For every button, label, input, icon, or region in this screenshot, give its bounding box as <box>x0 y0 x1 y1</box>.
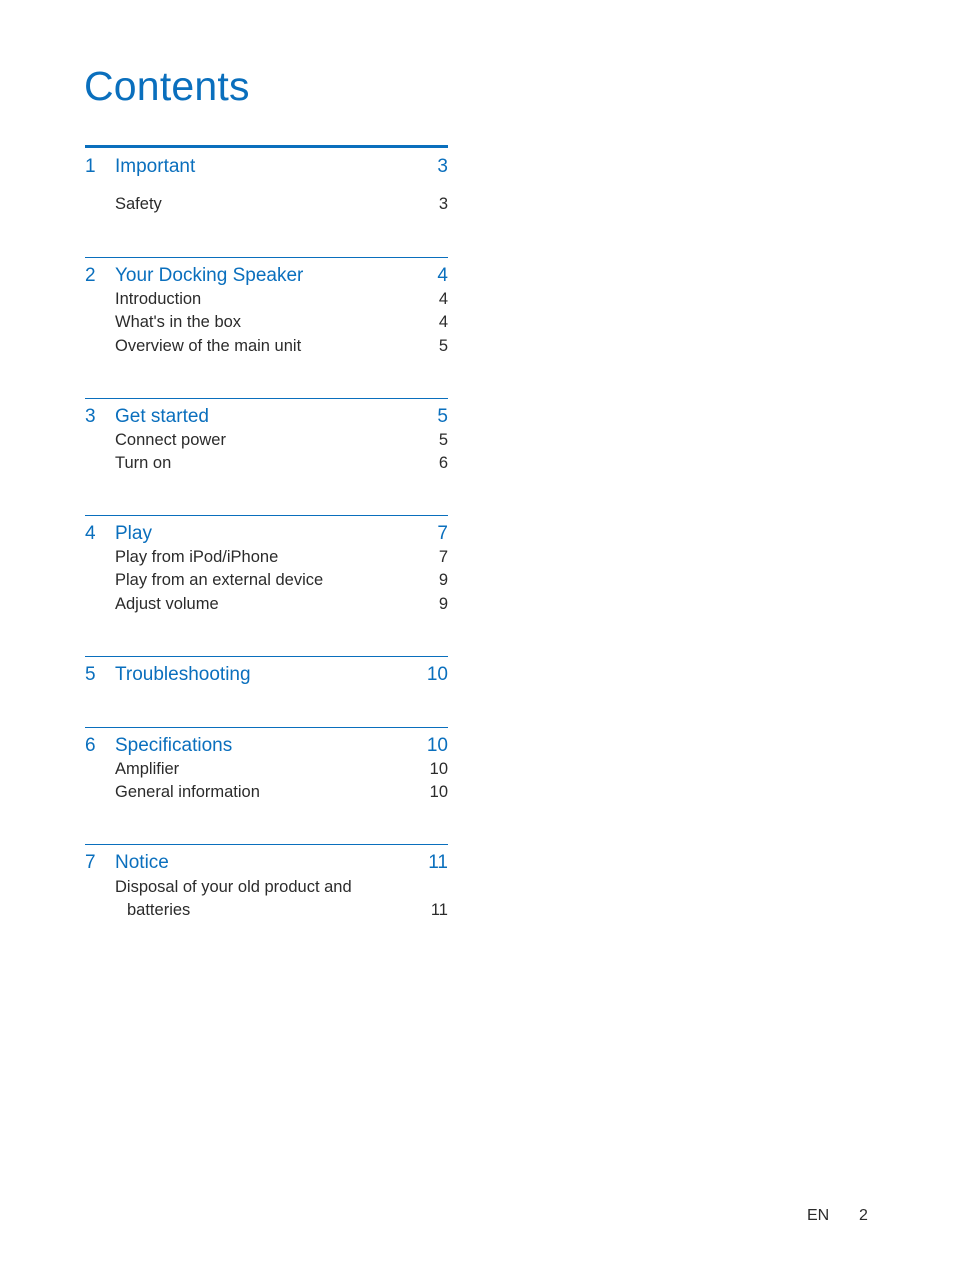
section-page: 5 <box>437 406 448 427</box>
section-title: Notice <box>115 852 169 873</box>
toc-entry[interactable] <box>85 335 448 359</box>
toc-entry[interactable] <box>85 452 448 476</box>
toc-entry[interactable] <box>85 288 448 312</box>
entry-title: General information <box>115 783 260 801</box>
toc-entry[interactable] <box>85 781 448 805</box>
toc-entry-continuation[interactable] <box>85 899 448 923</box>
entry-page: 10 <box>429 759 448 778</box>
entry-page: 4 <box>438 289 448 308</box>
toc-entry[interactable] <box>85 311 448 335</box>
section-number: 7 <box>85 852 96 873</box>
toc-heading[interactable] <box>85 663 448 687</box>
toc-section-specifications <box>85 727 448 805</box>
entry-title: Play from iPod/iPhone <box>115 547 279 566</box>
entry-page: 3 <box>438 194 448 213</box>
page-title: Contents <box>84 63 250 109</box>
entry-title: What's in the box <box>115 313 242 331</box>
entry-title: Overview of the main unit <box>115 336 302 355</box>
section-page: 3 <box>437 156 448 177</box>
section-page: 7 <box>437 523 448 544</box>
entry-title: Connect power <box>115 430 226 449</box>
section-number: 1 <box>85 156 96 177</box>
entry-page: 4 <box>438 313 448 331</box>
toc-heading[interactable] <box>85 155 448 179</box>
entry-title: Adjust volume <box>115 594 219 613</box>
entry-title: Safety <box>115 194 162 213</box>
section-number: 6 <box>85 735 96 756</box>
toc-heading[interactable] <box>85 405 448 429</box>
section-number: 5 <box>85 664 96 685</box>
toc-section-notice <box>85 844 448 923</box>
toc-section-get-started <box>85 398 448 476</box>
section-page: 10 <box>426 735 448 756</box>
toc-entry[interactable] <box>85 546 448 570</box>
entry-title: batteries <box>127 901 191 919</box>
section-page: 4 <box>437 265 448 286</box>
section-title: Troubleshooting <box>115 664 251 685</box>
section-title: Specifications <box>115 735 233 756</box>
section-title: Important <box>115 156 196 177</box>
entry-page: 10 <box>429 783 448 801</box>
entry-title: Play from an external device <box>115 571 324 589</box>
toc-entry[interactable] <box>85 193 448 217</box>
toc-heading[interactable] <box>85 851 448 875</box>
toc-section-troubleshooting <box>85 656 448 687</box>
section-title: Play <box>115 523 152 544</box>
footer-page-number: 2 <box>859 1207 868 1224</box>
footer-language: EN <box>807 1207 830 1224</box>
toc-section-important <box>85 145 448 216</box>
section-title: Your Docking Speaker <box>115 265 304 286</box>
entry-page: 9 <box>438 571 448 589</box>
entry-title: Amplifier <box>115 759 180 778</box>
section-page: 10 <box>426 664 448 685</box>
toc-entry[interactable] <box>85 876 448 900</box>
entry-title: Introduction <box>115 289 202 308</box>
section-number: 4 <box>85 523 96 544</box>
section-number: 3 <box>85 406 96 427</box>
entry-page: 11 <box>430 901 448 919</box>
entry-page: 6 <box>438 454 448 472</box>
toc-heading[interactable] <box>85 264 448 288</box>
entry-page: 5 <box>438 430 448 449</box>
toc-entry[interactable] <box>85 593 448 617</box>
toc-heading[interactable] <box>85 522 448 546</box>
section-number: 2 <box>85 265 96 286</box>
entry-page: 9 <box>438 594 448 613</box>
toc-heading[interactable] <box>85 734 448 758</box>
section-title: Get started <box>115 406 209 427</box>
toc-section-play <box>85 515 448 616</box>
entry-page: 7 <box>438 547 448 566</box>
toc-entry[interactable] <box>85 569 448 593</box>
toc-entry[interactable] <box>85 758 448 782</box>
section-page: 11 <box>428 852 448 873</box>
entry-title: Turn on <box>115 454 172 472</box>
toc-entry[interactable] <box>85 429 448 453</box>
toc-section-your-docking-speaker <box>85 257 448 358</box>
entry-title: Disposal of your old product and <box>115 877 352 896</box>
entry-page: 5 <box>438 336 448 355</box>
